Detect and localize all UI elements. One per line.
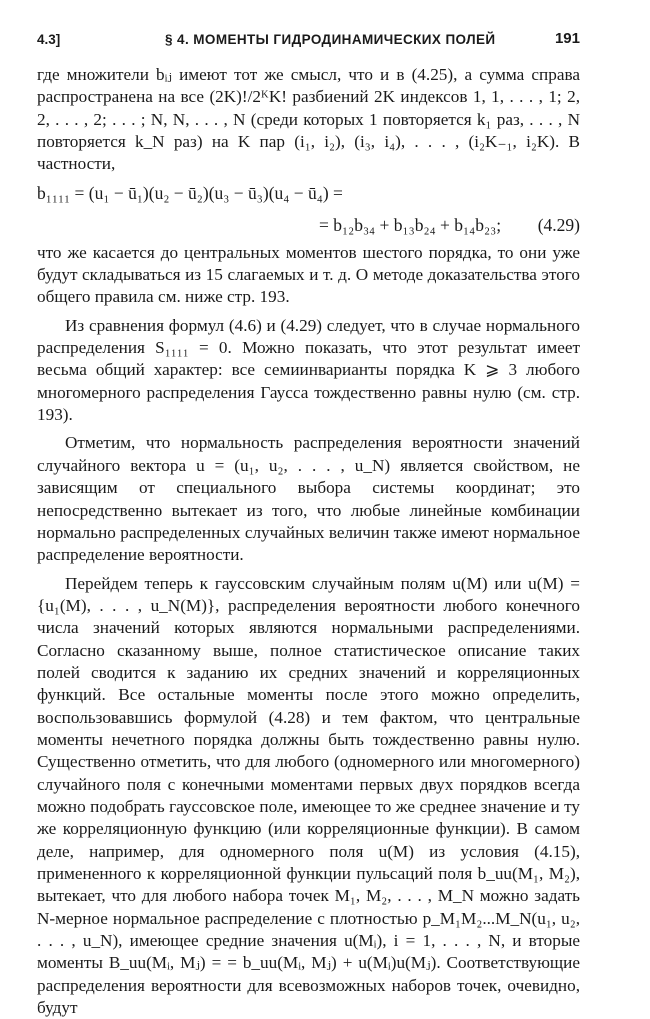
main-text xyxy=(37,64,580,1019)
running-title: § 4. МОМЕНТЫ ГИДРОДИНАМИЧЕСКИХ ПОЛЕЙ xyxy=(165,32,496,47)
paragraph-4: Отметим, что нормальность распределения вероятности значений случайного вектора u = (u₁, u₂, . . . , u_N) является свойством, не зависящим от специального выбора системы координат; это непосредственно вытекает из того, что любые линейные комбинации нормально распределенных случайных величин также имеют нормальное распределение вероятности. xyxy=(37,433,580,565)
paragraph-5: Перейдем теперь к гауссовским случайным полям u(M) или u(M) = {u₁(M), . . . , u_N(M)}, распределения вероятности любого конечного числа значений которых являются нормальными распределениями. Согласно сказанному выше, полное статистическое описание таких полей сводится к заданию их средних значений и корреляционных функций. Все остальные моменты после этого можно определить, воспользовавшись формулой (4.28) и тем фактом, что центральные моменты нечетного порядка должны быть тождественно равны нулю. Существенно отметить, что для любого (одномерного или многомерного) случайного поля с конечными моментами первых двух порядков всегда можно подобрать гауссовское поле, имеющее то же среднее значение и ту же корреляционную функцию (или корреляционные функции). В самом деле, например, для одномерного поля u(M) из условия (4.15), примененного к корреляционной функции пульсаций поля b_uu(M₁, M₂), вытекает, что для любого набора точек M₁, M₂, . . . , M_N можно задать N-мерное нормальное распределение с плотностью p_M₁M₂...M_N(u₁, u₂, . . . , u_N), имеющее средние значения u(Mᵢ), i = 1, . . . , N, и вторые моменты B_uu(Mᵢ, Mⱼ) = = b_uu(Mᵢ, Mⱼ) + u(Mᵢ)u(Mⱼ). Соответствующие распределения вероятности для всевозможных наборов точек, очевидно, будут xyxy=(37,573,580,1018)
paragraph-2: что же касается до центральных моментов шестого порядка, то они уже будут складываться из 15 слагаемых и т. д. О методе доказательства этого общего правила см. ниже стр. 193. xyxy=(37,242,580,307)
paragraph-3: Из сравнения формул (4.6) и (4.29) следует, что в случае нормального распределения S₁₁₁₁ = 0. Можно показать, что этот результат имеет весьма общий характер: все семиинварианты порядка K ⩾ 3 любого многомерного распределения Гаусса тождественно равны нулю (см. стр. 193). xyxy=(37,315,580,425)
formula-4-29 xyxy=(37,176,580,242)
paragraph-1: где множители bᵢⱼ имеют тот же смысл, что и в (4.25), а сумма справа распространена на все (2K)!/2ᴷK! разбиений 2K индексов 1, 1, . . . , 1; 2, 2, . . . , 2; . . . ; N, N, . . . , N (среди которых 1 повторяется k₁ раз, . . . , N повторяется k_N раз) на K пар (i₁, i₂), (i₃, i₄), . . . , (i₂K₋₁, i₂K). В частности, xyxy=(37,65,580,174)
equation-number: (4.29) xyxy=(537,214,580,235)
page-number: 191 xyxy=(554,30,580,47)
section-number: 4.3] xyxy=(37,32,61,47)
formula-line-2: = b₁₂b₃₄ + b₁₃b₂₄ + b₁₄b₂₃; xyxy=(319,214,502,235)
running-header xyxy=(37,30,580,52)
formula-line-1: b₁₁₁₁ = (u₁ − ū₁)(u₂ − ū₂)(u₃ − ū₃)(u₄ − ū₄) = xyxy=(37,182,343,203)
